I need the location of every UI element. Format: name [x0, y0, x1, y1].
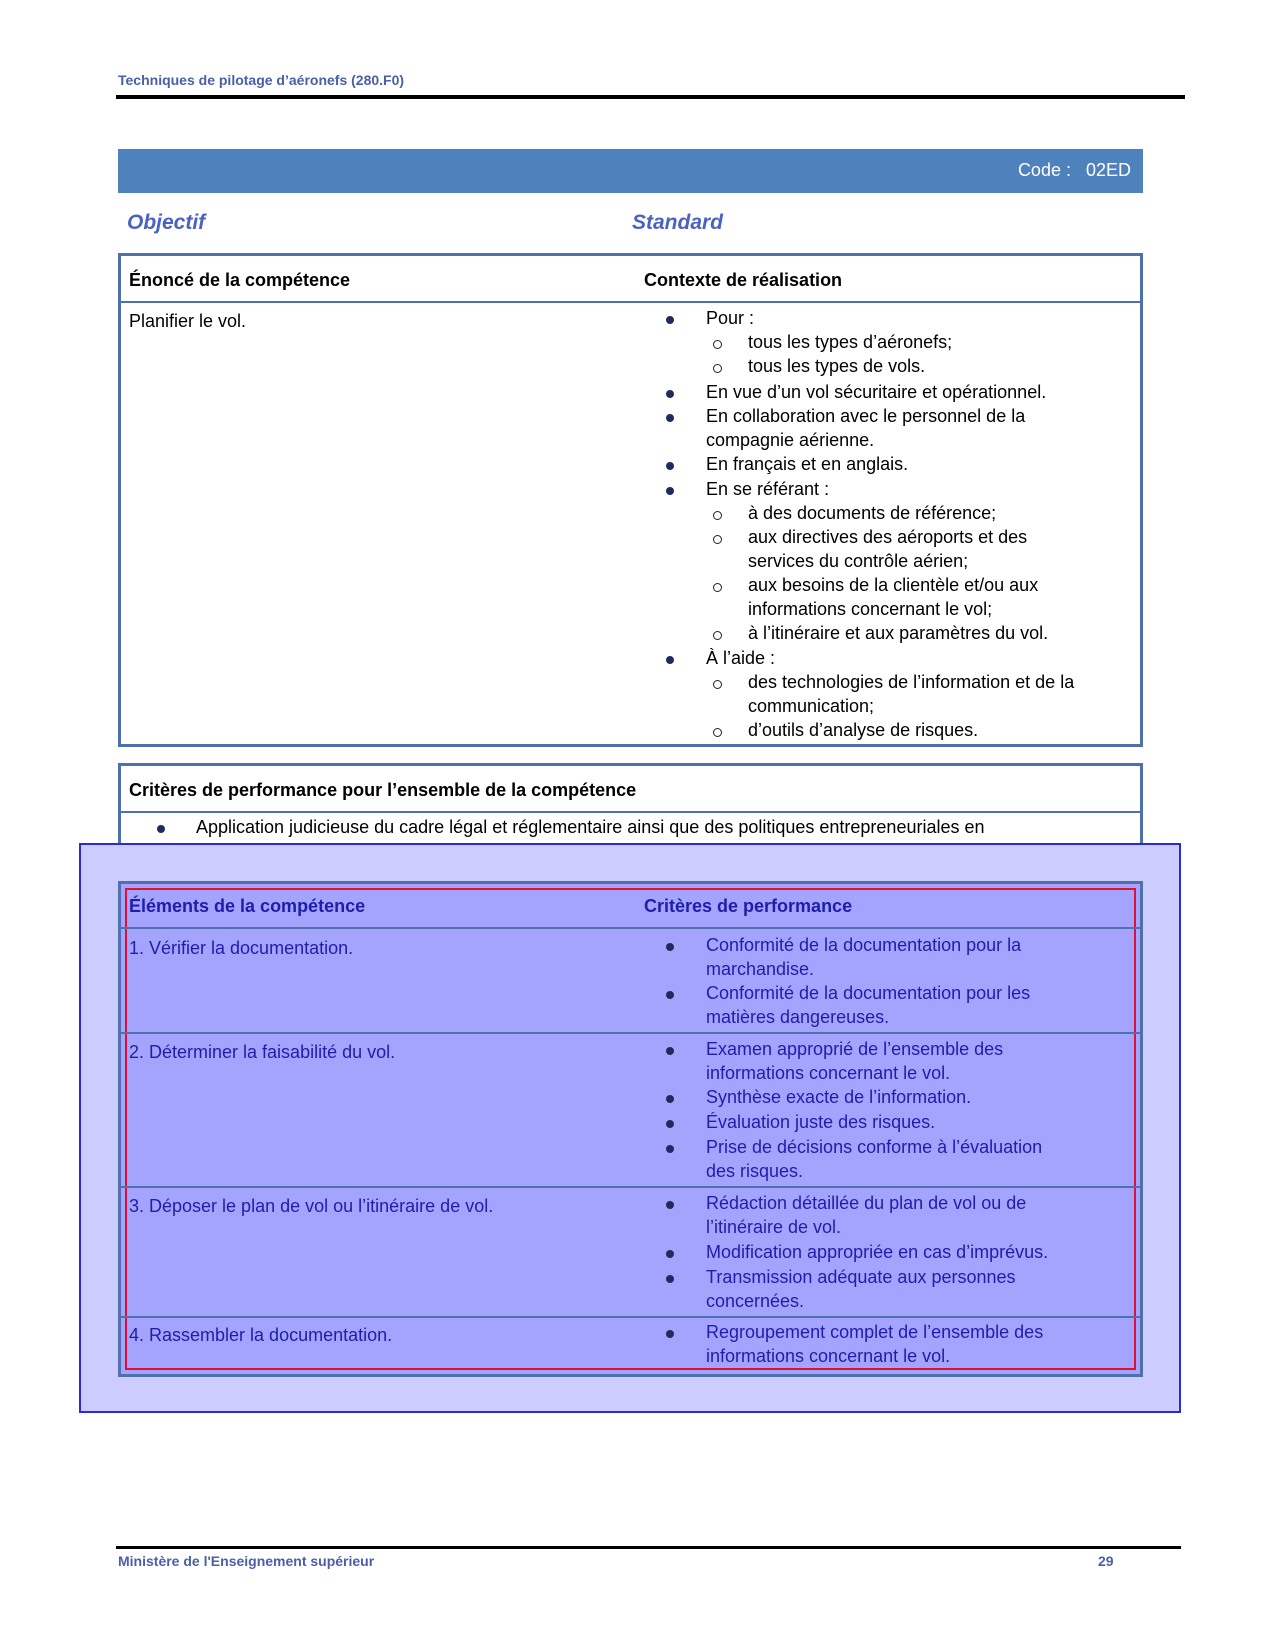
footer-rule [116, 1546, 1181, 1549]
bullet [666, 656, 674, 664]
code-label: Code : 02ED [1017, 160, 1131, 180]
context-line: En vue d’un vol sécuritaire et opérationnel. [706, 382, 1047, 402]
criterion-line: Regroupement complet de l’ensemble des [706, 1322, 1044, 1342]
bullet [666, 316, 674, 324]
performance-criteria-heading: Critères de performance [644, 896, 853, 916]
row-divider [121, 1316, 1140, 1318]
context-line: des technologies de l’information et de la [748, 672, 1075, 692]
criterion-line: Examen approprié de l’ensemble des [706, 1039, 1004, 1059]
sub-bullet [713, 583, 722, 592]
document-header: Techniques de pilotage d’aéronefs (280.F0) [118, 72, 405, 88]
elements-highlight-frame [125, 888, 1136, 1370]
bullet [666, 390, 674, 398]
bullet [666, 1201, 674, 1209]
criterion-line: Évaluation juste des risques. [706, 1112, 936, 1132]
criterion-line: Rédaction détaillée du plan de vol ou de [706, 1193, 1027, 1213]
bullet [666, 1275, 674, 1283]
context-line: d’outils d’analyse de risques. [748, 720, 979, 740]
criterion-line: des risques. [706, 1161, 804, 1181]
context-line: tous les types de vols. [748, 356, 926, 376]
criterion-line: matières dangereuses. [706, 1007, 890, 1027]
competence-statement-heading: Énoncé de la compétence [129, 270, 351, 290]
bullet [666, 487, 674, 495]
bullet [666, 1330, 674, 1338]
overall-criteria-heading: Critères de performance pour l’ensemble de la compétence [129, 780, 637, 800]
context-line: à des documents de référence; [748, 503, 997, 523]
objective-label: Objectif [127, 211, 206, 234]
sub-bullet [713, 535, 722, 544]
element-label: 3. Déposer le plan de vol ou l’itinéraire de vol. [129, 1196, 494, 1216]
context-heading: Contexte de réalisation [644, 270, 843, 290]
competence-header-row [121, 256, 1140, 303]
element-label: 4. Rassembler la documentation. [129, 1325, 393, 1345]
criterion-line: informations concernant le vol. [706, 1063, 951, 1083]
criterion-line: Modification appropriée en cas d’imprévus. [706, 1242, 1049, 1262]
overall-criteria-line: Application judicieuse du cadre légal et réglementaire ainsi que des politiques entrepreneuriales en [196, 817, 985, 837]
row-divider [121, 927, 1140, 929]
context-line: En français et en anglais. [706, 454, 909, 474]
competence-statement: Planifier le vol. [129, 311, 247, 331]
bullet [666, 1095, 674, 1103]
bullet [666, 991, 674, 999]
criterion-line: marchandise. [706, 959, 815, 979]
footer-ministry: Ministère de l'Enseignement supérieur [118, 1553, 375, 1569]
competence-table [118, 253, 1143, 747]
criterion-line: Conformité de la documentation pour les [706, 983, 1031, 1003]
context-line: À l’aide : [706, 648, 776, 668]
bullet [666, 1120, 674, 1128]
bullet [666, 1047, 674, 1055]
sub-bullet [713, 728, 722, 737]
bullet [666, 943, 674, 951]
context-line: services du contrôle aérien; [748, 551, 969, 571]
row-divider [121, 1032, 1140, 1034]
criterion-line: Synthèse exacte de l’information. [706, 1087, 972, 1107]
elements-table [118, 881, 1143, 1377]
overall-criteria-header-row [121, 766, 1140, 813]
bullet [666, 1145, 674, 1153]
sub-bullet [713, 511, 722, 520]
context-line: En se référant : [706, 479, 830, 499]
criterion-line: Conformité de la documentation pour la [706, 935, 1022, 955]
context-line: aux directives des aéroports et des [748, 527, 1028, 547]
sub-bullet [713, 631, 722, 640]
context-line: compagnie aérienne. [706, 430, 875, 450]
context-line: informations concernant le vol; [748, 599, 993, 619]
elements-heading: Éléments de la compétence [129, 896, 366, 916]
standard-label: Standard [632, 211, 724, 234]
context-line: Pour : [706, 308, 755, 328]
criterion-line: concernées. [706, 1291, 805, 1311]
bullet [666, 1250, 674, 1258]
row-divider [121, 1186, 1140, 1188]
context-line: communication; [748, 696, 875, 716]
sub-bullet [713, 364, 722, 373]
context-line: à l’itinéraire et aux paramètres du vol. [748, 623, 1049, 643]
sub-bullet [713, 340, 722, 349]
code-bar [118, 149, 1143, 193]
context-line: En collaboration avec le personnel de la [706, 406, 1026, 426]
page-number: 29 [1098, 1553, 1114, 1569]
criterion-line: Transmission adéquate aux personnes [706, 1267, 1016, 1287]
element-label: 1. Vérifier la documentation. [129, 938, 354, 958]
criterion-line: Prise de décisions conforme à l’évaluation [706, 1137, 1043, 1157]
bullet [666, 414, 674, 422]
context-line: tous les types d’aéronefs; [748, 332, 953, 352]
element-label: 2. Déterminer la faisabilité du vol. [129, 1042, 396, 1062]
criterion-line: informations concernant le vol. [706, 1346, 951, 1366]
sub-bullet [713, 680, 722, 689]
bullet [157, 825, 165, 833]
criterion-line: l’itinéraire de vol. [706, 1217, 842, 1237]
header-rule [116, 95, 1185, 99]
bullet [666, 462, 674, 470]
context-line: aux besoins de la clientèle et/ou aux [748, 575, 1039, 595]
